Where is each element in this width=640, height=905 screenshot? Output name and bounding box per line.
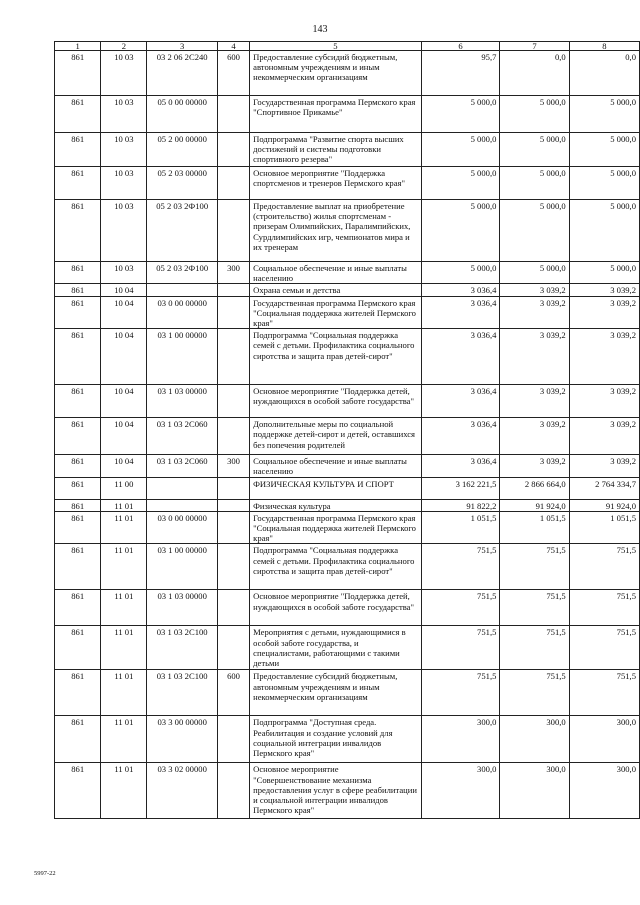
amount-year3-cell: 751,5: [569, 544, 639, 590]
item-name-cell: ФИЗИЧЕСКАЯ КУЛЬТУРА И СПОРТ: [250, 477, 422, 499]
section-code-cell: 11 01: [101, 511, 147, 544]
amount-year1-cell: 751,5: [421, 590, 500, 626]
amount-year1-cell: 3 036,4: [421, 455, 500, 477]
amount-year2-cell: 5 000,0: [500, 133, 569, 167]
ministry-code-cell: 861: [55, 590, 101, 626]
table-row: [55, 385, 640, 418]
ministry-code-cell: 861: [55, 670, 101, 716]
target-article-cell: 05 2 03 2Ф100: [147, 200, 218, 262]
amount-year2-cell: 751,5: [500, 670, 569, 716]
expense-type-cell: 600: [217, 51, 249, 96]
amount-year1-cell: 1 051,5: [421, 511, 500, 544]
budget-table: [54, 41, 640, 819]
ministry-code-cell: 861: [55, 385, 101, 418]
ministry-code-cell: 861: [55, 418, 101, 455]
target-article-cell: 03 3 00 00000: [147, 716, 218, 763]
expense-type-cell: [217, 385, 249, 418]
ministry-code-cell: 861: [55, 511, 101, 544]
amount-year2-cell: 751,5: [500, 590, 569, 626]
column-header: 2: [101, 42, 147, 51]
amount-year1-cell: 751,5: [421, 626, 500, 670]
expense-type-cell: [217, 167, 249, 200]
amount-year2-cell: 5 000,0: [500, 262, 569, 284]
ministry-code-cell: 861: [55, 262, 101, 284]
table-row: [55, 477, 640, 499]
target-article-cell: [147, 477, 218, 499]
section-code-cell: 10 04: [101, 284, 147, 296]
item-name-cell: Подпрограмма "Социальная поддержка семей с детьми. Профилактика социального сиротства и защита прав детей-сирот": [250, 544, 422, 590]
amount-year2-cell: 5 000,0: [500, 167, 569, 200]
target-article-cell: [147, 284, 218, 296]
amount-year2-cell: 5 000,0: [500, 200, 569, 262]
table-row: [55, 262, 640, 284]
target-article-cell: 03 1 00 00000: [147, 329, 218, 385]
section-code-cell: 11 01: [101, 626, 147, 670]
item-name-cell: Основное мероприятие "Поддержка спортсменов и тренеров Пермского края": [250, 167, 422, 200]
table-row: [55, 133, 640, 167]
expense-type-cell: [217, 296, 249, 329]
amount-year3-cell: 5 000,0: [569, 167, 639, 200]
section-code-cell: 10 04: [101, 385, 147, 418]
item-name-cell: Предоставление субсидий бюджетным, автономным учреждениям и иным некоммерческим организациям: [250, 51, 422, 96]
item-name-cell: Подпрограмма "Доступная среда. Реабилитация и создание условий для социальной интеграции инвалидов Пермского края": [250, 716, 422, 763]
ministry-code-cell: 861: [55, 167, 101, 200]
column-header: 3: [147, 42, 218, 51]
amount-year2-cell: 300,0: [500, 716, 569, 763]
amount-year3-cell: 5 000,0: [569, 262, 639, 284]
amount-year1-cell: 5 000,0: [421, 262, 500, 284]
table-row: [55, 418, 640, 455]
amount-year3-cell: 751,5: [569, 626, 639, 670]
target-article-cell: 03 0 00 00000: [147, 296, 218, 329]
amount-year1-cell: 3 162 221,5: [421, 477, 500, 499]
target-article-cell: 03 0 00 00000: [147, 511, 218, 544]
column-header: 6: [421, 42, 500, 51]
ministry-code-cell: 861: [55, 626, 101, 670]
amount-year3-cell: 3 039,2: [569, 296, 639, 329]
amount-year2-cell: 1 051,5: [500, 511, 569, 544]
item-name-cell: Государственная программа Пермского края "Социальная поддержка жителей Пермского края": [250, 296, 422, 329]
expense-type-cell: 300: [217, 455, 249, 477]
expense-type-cell: [217, 200, 249, 262]
item-name-cell: Предоставление выплат на приобретение (строительство) жилья спортсменам - призерам Олимпийских, Паралимпийских, Сурдлимпийских игр, чемпионатов мира и их тренерам: [250, 200, 422, 262]
table-row: [55, 511, 640, 544]
target-article-cell: 03 1 03 2С060: [147, 418, 218, 455]
section-code-cell: 10 03: [101, 167, 147, 200]
table-row: [55, 167, 640, 200]
item-name-cell: Государственная программа Пермского края "Социальная поддержка жителей Пермского края": [250, 511, 422, 544]
ministry-code-cell: 861: [55, 499, 101, 511]
amount-year1-cell: 91 822,2: [421, 499, 500, 511]
amount-year1-cell: 3 036,4: [421, 418, 500, 455]
amount-year3-cell: 3 039,2: [569, 385, 639, 418]
item-name-cell: Подпрограмма "Социальная поддержка семей с детьми. Профилактика социального сиротства и защита прав детей-сирот": [250, 329, 422, 385]
amount-year1-cell: 300,0: [421, 763, 500, 819]
target-article-cell: 05 0 00 00000: [147, 96, 218, 133]
table-row: [55, 329, 640, 385]
table-row: [55, 200, 640, 262]
amount-year3-cell: 5 000,0: [569, 133, 639, 167]
expense-type-cell: [217, 716, 249, 763]
amount-year1-cell: 3 036,4: [421, 296, 500, 329]
item-name-cell: Охрана семьи и детства: [250, 284, 422, 296]
expense-type-cell: [217, 499, 249, 511]
table-row: [55, 296, 640, 329]
section-code-cell: 11 01: [101, 716, 147, 763]
expense-type-cell: [217, 418, 249, 455]
target-article-cell: 03 1 03 2С060: [147, 455, 218, 477]
table-row: [55, 626, 640, 670]
amount-year3-cell: 5 000,0: [569, 96, 639, 133]
amount-year1-cell: 5 000,0: [421, 133, 500, 167]
amount-year3-cell: 751,5: [569, 590, 639, 626]
amount-year1-cell: 3 036,4: [421, 385, 500, 418]
amount-year2-cell: 3 039,2: [500, 385, 569, 418]
table-row: [55, 544, 640, 590]
expense-type-cell: [217, 590, 249, 626]
target-article-cell: 05 2 00 00000: [147, 133, 218, 167]
amount-year2-cell: 300,0: [500, 763, 569, 819]
section-code-cell: 10 03: [101, 200, 147, 262]
item-name-cell: Физическая культура: [250, 499, 422, 511]
column-header: 1: [55, 42, 101, 51]
amount-year2-cell: 0,0: [500, 51, 569, 96]
item-name-cell: Дополнительные меры по социальной поддержке детей-сирот и детей, оставшихся без попечения родителей: [250, 418, 422, 455]
table-row: [55, 670, 640, 716]
item-name-cell: Мероприятия с детьми, нуждающимися в особой заботе государства, и специалистами, работающими с такими детьми: [250, 626, 422, 670]
section-code-cell: 10 03: [101, 51, 147, 96]
amount-year2-cell: 5 000,0: [500, 96, 569, 133]
item-name-cell: Социальное обеспечение и иные выплаты населению: [250, 455, 422, 477]
expense-type-cell: [217, 96, 249, 133]
section-code-cell: 10 04: [101, 418, 147, 455]
item-name-cell: Социальное обеспечение и иные выплаты населению: [250, 262, 422, 284]
table-row: [55, 716, 640, 763]
amount-year1-cell: 3 036,4: [421, 284, 500, 296]
amount-year2-cell: 3 039,2: [500, 284, 569, 296]
amount-year3-cell: 300,0: [569, 763, 639, 819]
section-code-cell: 11 01: [101, 763, 147, 819]
amount-year2-cell: 2 866 664,0: [500, 477, 569, 499]
amount-year1-cell: 300,0: [421, 716, 500, 763]
expense-type-cell: [217, 133, 249, 167]
column-header: 4: [217, 42, 249, 51]
target-article-cell: 05 2 03 2Ф100: [147, 262, 218, 284]
ministry-code-cell: 861: [55, 51, 101, 96]
amount-year1-cell: 5 000,0: [421, 96, 500, 133]
amount-year3-cell: 1 051,5: [569, 511, 639, 544]
ministry-code-cell: 861: [55, 296, 101, 329]
expense-type-cell: 600: [217, 670, 249, 716]
amount-year1-cell: 751,5: [421, 670, 500, 716]
section-code-cell: 10 03: [101, 133, 147, 167]
page-number: 143: [312, 24, 328, 35]
ministry-code-cell: 861: [55, 284, 101, 296]
section-code-cell: 11 01: [101, 590, 147, 626]
expense-type-cell: [217, 626, 249, 670]
ministry-code-cell: 861: [55, 544, 101, 590]
amount-year2-cell: 3 039,2: [500, 329, 569, 385]
expense-type-cell: 300: [217, 262, 249, 284]
ministry-code-cell: 861: [55, 455, 101, 477]
expense-type-cell: [217, 477, 249, 499]
expense-type-cell: [217, 763, 249, 819]
table-row: [55, 96, 640, 133]
amount-year3-cell: 0,0: [569, 51, 639, 96]
item-name-cell: Предоставление субсидий бюджетным, автономным учреждениям и иным некоммерческим организациям: [250, 670, 422, 716]
item-name-cell: Основное мероприятие "Совершенствование механизма предоставления услуг в сфере реабилитации и социальной интеграции инвалидов Пермского края": [250, 763, 422, 819]
amount-year2-cell: 3 039,2: [500, 455, 569, 477]
target-article-cell: 03 1 03 2С100: [147, 670, 218, 716]
section-code-cell: 11 01: [101, 544, 147, 590]
target-article-cell: 03 2 06 2С240: [147, 51, 218, 96]
amount-year2-cell: 751,5: [500, 544, 569, 590]
amount-year3-cell: 3 039,2: [569, 455, 639, 477]
expense-type-cell: [217, 511, 249, 544]
amount-year3-cell: 3 039,2: [569, 418, 639, 455]
amount-year2-cell: 3 039,2: [500, 296, 569, 329]
table-row: [55, 455, 640, 477]
amount-year1-cell: 5 000,0: [421, 200, 500, 262]
section-code-cell: 11 01: [101, 499, 147, 511]
amount-year2-cell: 3 039,2: [500, 418, 569, 455]
amount-year2-cell: 91 924,0: [500, 499, 569, 511]
amount-year3-cell: 3 039,2: [569, 329, 639, 385]
amount-year1-cell: 95,7: [421, 51, 500, 96]
ministry-code-cell: 861: [55, 477, 101, 499]
item-name-cell: Основное мероприятие "Поддержка детей, нуждающихся в особой заботе государства": [250, 590, 422, 626]
amount-year2-cell: 751,5: [500, 626, 569, 670]
amount-year1-cell: 751,5: [421, 544, 500, 590]
target-article-cell: 05 2 03 00000: [147, 167, 218, 200]
section-code-cell: 10 03: [101, 96, 147, 133]
amount-year1-cell: 3 036,4: [421, 329, 500, 385]
ministry-code-cell: 861: [55, 329, 101, 385]
ministry-code-cell: 861: [55, 96, 101, 133]
amount-year3-cell: 5 000,0: [569, 200, 639, 262]
target-article-cell: 03 3 02 00000: [147, 763, 218, 819]
target-article-cell: 03 1 03 00000: [147, 590, 218, 626]
footer-document-code: 5997-22: [34, 870, 56, 877]
item-name-cell: Государственная программа Пермского края "Спортивное Прикамье": [250, 96, 422, 133]
header-row: [55, 42, 640, 51]
column-header: 8: [569, 42, 639, 51]
table-body: [55, 51, 640, 819]
amount-year3-cell: 3 039,2: [569, 284, 639, 296]
table-row: [55, 590, 640, 626]
table-row: [55, 284, 640, 296]
table-row: [55, 51, 640, 96]
target-article-cell: [147, 499, 218, 511]
expense-type-cell: [217, 544, 249, 590]
amount-year3-cell: 751,5: [569, 670, 639, 716]
column-header: 7: [500, 42, 569, 51]
column-header: 5: [250, 42, 422, 51]
section-code-cell: 10 04: [101, 296, 147, 329]
ministry-code-cell: 861: [55, 200, 101, 262]
target-article-cell: 03 1 03 2С100: [147, 626, 218, 670]
amount-year3-cell: 300,0: [569, 716, 639, 763]
amount-year3-cell: 2 764 334,7: [569, 477, 639, 499]
item-name-cell: Основное мероприятие "Поддержка детей, нуждающихся в особой заботе государства": [250, 385, 422, 418]
section-code-cell: 10 04: [101, 455, 147, 477]
section-code-cell: 11 00: [101, 477, 147, 499]
ministry-code-cell: 861: [55, 716, 101, 763]
table-row: [55, 763, 640, 819]
amount-year1-cell: 5 000,0: [421, 167, 500, 200]
expense-type-cell: [217, 284, 249, 296]
section-code-cell: 11 01: [101, 670, 147, 716]
section-code-cell: 10 04: [101, 329, 147, 385]
item-name-cell: Подпрограмма "Развитие спорта высших достижений и системы подготовки спортивного резерва": [250, 133, 422, 167]
section-code-cell: 10 03: [101, 262, 147, 284]
target-article-cell: 03 1 00 00000: [147, 544, 218, 590]
ministry-code-cell: 861: [55, 763, 101, 819]
table-row: [55, 499, 640, 511]
target-article-cell: 03 1 03 00000: [147, 385, 218, 418]
expense-type-cell: [217, 329, 249, 385]
ministry-code-cell: 861: [55, 133, 101, 167]
amount-year3-cell: 91 924,0: [569, 499, 639, 511]
